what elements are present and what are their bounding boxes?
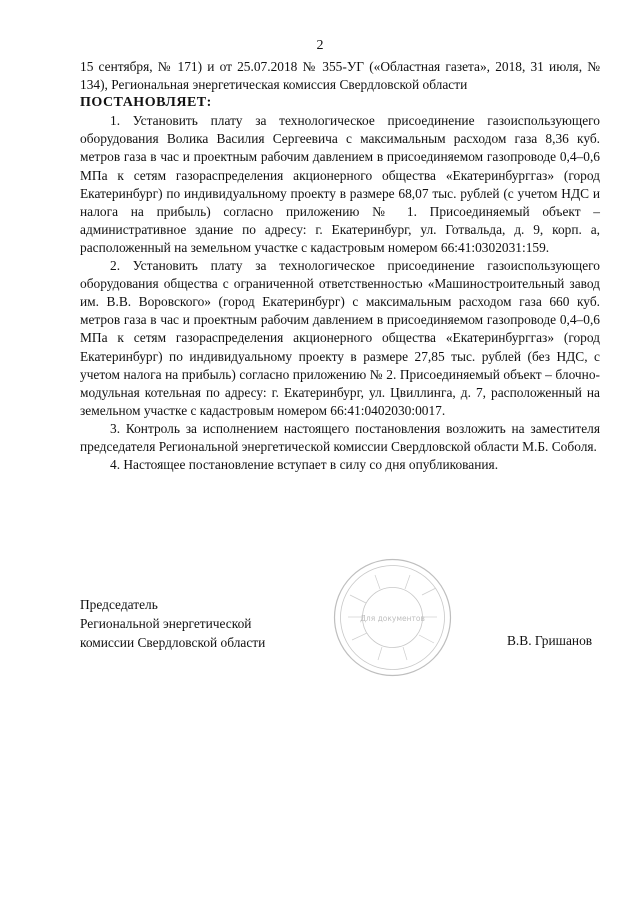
page-number: 2 bbox=[316, 38, 324, 53]
paragraph-2: 2. Установить плату за технологическое присоединение газоиспользующего оборудования общества с ограниченной ответственностью «Машиностроительный завод им. В.В. Воровского» (город Екатеринбург) с максимальным расходом газа 660 куб. метров газа в час и проектным рабочим давлением в присоединяемом газопроводе 0,4–0,6 МПа к сетям газораспределения акционерного общества «Екатеринбурггаз» (город Екатеринбург) по индивидуальному проекту в размере 27,85 тыс. рублей (без НДС, с учетом налога на прибыль) согласно приложению № 2. Присоединяемый объект – блочно-модульная котельная по адресу: г. Екатеринбург, ул. Цвиллинга, д. 7, расположенный на земельном участке с кадастровым номером 66:41:0402030:0017. bbox=[80, 258, 600, 418]
signatory-line-3: комиссии Свердловской области bbox=[80, 635, 266, 650]
intro-continuation: 15 сентября, № 171) и от 25.07.2018 № 355-УГ («Областная газета», 2018, 31 июля, № 134), Региональная энергетическая комиссия Свердловской области bbox=[80, 59, 600, 93]
decree-heading: ПОСТАНОВЛЯЕТ: bbox=[80, 95, 212, 111]
stamp-text: Для документов bbox=[360, 614, 425, 623]
signatory-name: В.В. Гришанов bbox=[507, 633, 593, 648]
signatory-line-2: Региональной энергетической bbox=[80, 616, 252, 631]
paragraph-3: 3. Контроль за исполнением настоящего постановления возложить на заместителя председателя Региональной энергетической комиссии Свердловской области М.Б. Соболя. bbox=[80, 420, 600, 454]
paragraph-1: 1. Установить плату за технологическое присоединение газоиспользующего оборудования Волика Василия Сергеевича с максимальным расходом газа 8,36 куб. метров газа в час и проектным рабочим давлением в присоединяемом газопроводе 0,4–0,6 МПа к сетям газораспределения акционерного общества «Екатеринбурггаз» (город Екатеринбург) по индивидуальному проекту в размере 68,07 тыс. рублей (с учетом НДС и налога на прибыль) согласно приложению № 1. Присоединяемый объект – административное здание по адресу: г. Екатеринбург, ул. Готвальда, д. 9, корп. а, расположенный на земельном участке с кадастровым номером 66:41:0302031:159. bbox=[80, 113, 600, 255]
official-stamp bbox=[330, 555, 455, 680]
signatory-line-1: Председатель bbox=[80, 597, 158, 612]
paragraph-4: 4. Настоящее постановление вступает в силу со дня опубликования. bbox=[110, 457, 499, 473]
document-body bbox=[80, 58, 600, 474]
signatory-title bbox=[80, 595, 265, 652]
